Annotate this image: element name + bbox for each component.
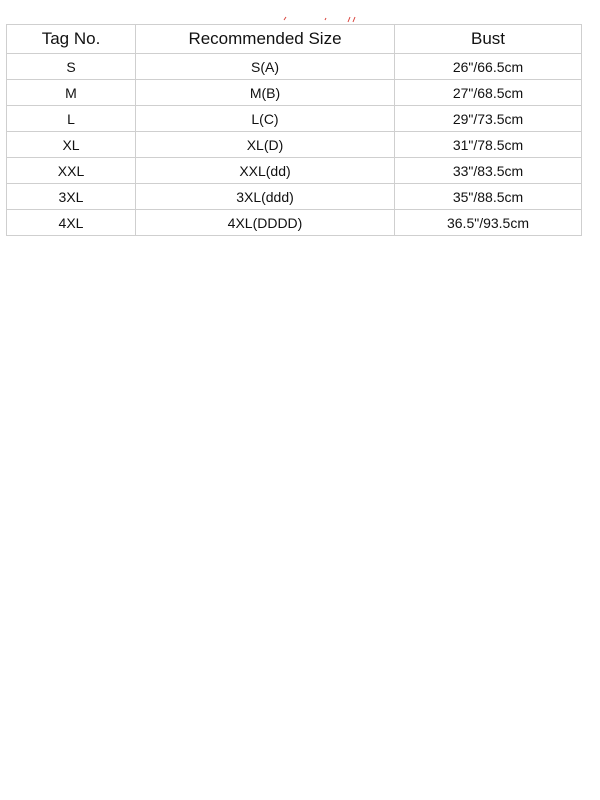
cell-recommended-size: M(B) [136,80,395,106]
header-bust: Bust [395,25,582,54]
size-chart-table [6,24,582,236]
cell-bust: 27"/68.5cm [395,80,582,106]
table-header-row [7,25,582,54]
table-row [7,184,582,210]
table-row [7,106,582,132]
cell-recommended-size: 3XL(ddd) [136,184,395,210]
table-row [7,132,582,158]
cell-bust: 26"/66.5cm [395,54,582,80]
table-row [7,210,582,236]
cell-recommended-size: S(A) [136,54,395,80]
table-row [7,54,582,80]
cell-recommended-size: XXL(dd) [136,158,395,184]
cell-tag-no: M [7,80,136,106]
cell-tag-no: XXL [7,158,136,184]
cell-tag-no: S [7,54,136,80]
cell-bust: 35"/88.5cm [395,184,582,210]
table-row [7,80,582,106]
cell-tag-no: L [7,106,136,132]
decorative-red-marks [280,14,370,24]
cell-recommended-size: L(C) [136,106,395,132]
cell-tag-no: XL [7,132,136,158]
cell-bust: 31"/78.5cm [395,132,582,158]
cell-recommended-size: XL(D) [136,132,395,158]
cell-tag-no: 4XL [7,210,136,236]
cell-tag-no: 3XL [7,184,136,210]
cell-bust: 36.5"/93.5cm [395,210,582,236]
cell-recommended-size: 4XL(DDDD) [136,210,395,236]
header-tag-no: Tag No. [7,25,136,54]
table-row [7,158,582,184]
cell-bust: 33"/83.5cm [395,158,582,184]
header-recommended-size: Recommended Size [136,25,395,54]
cell-bust: 29"/73.5cm [395,106,582,132]
